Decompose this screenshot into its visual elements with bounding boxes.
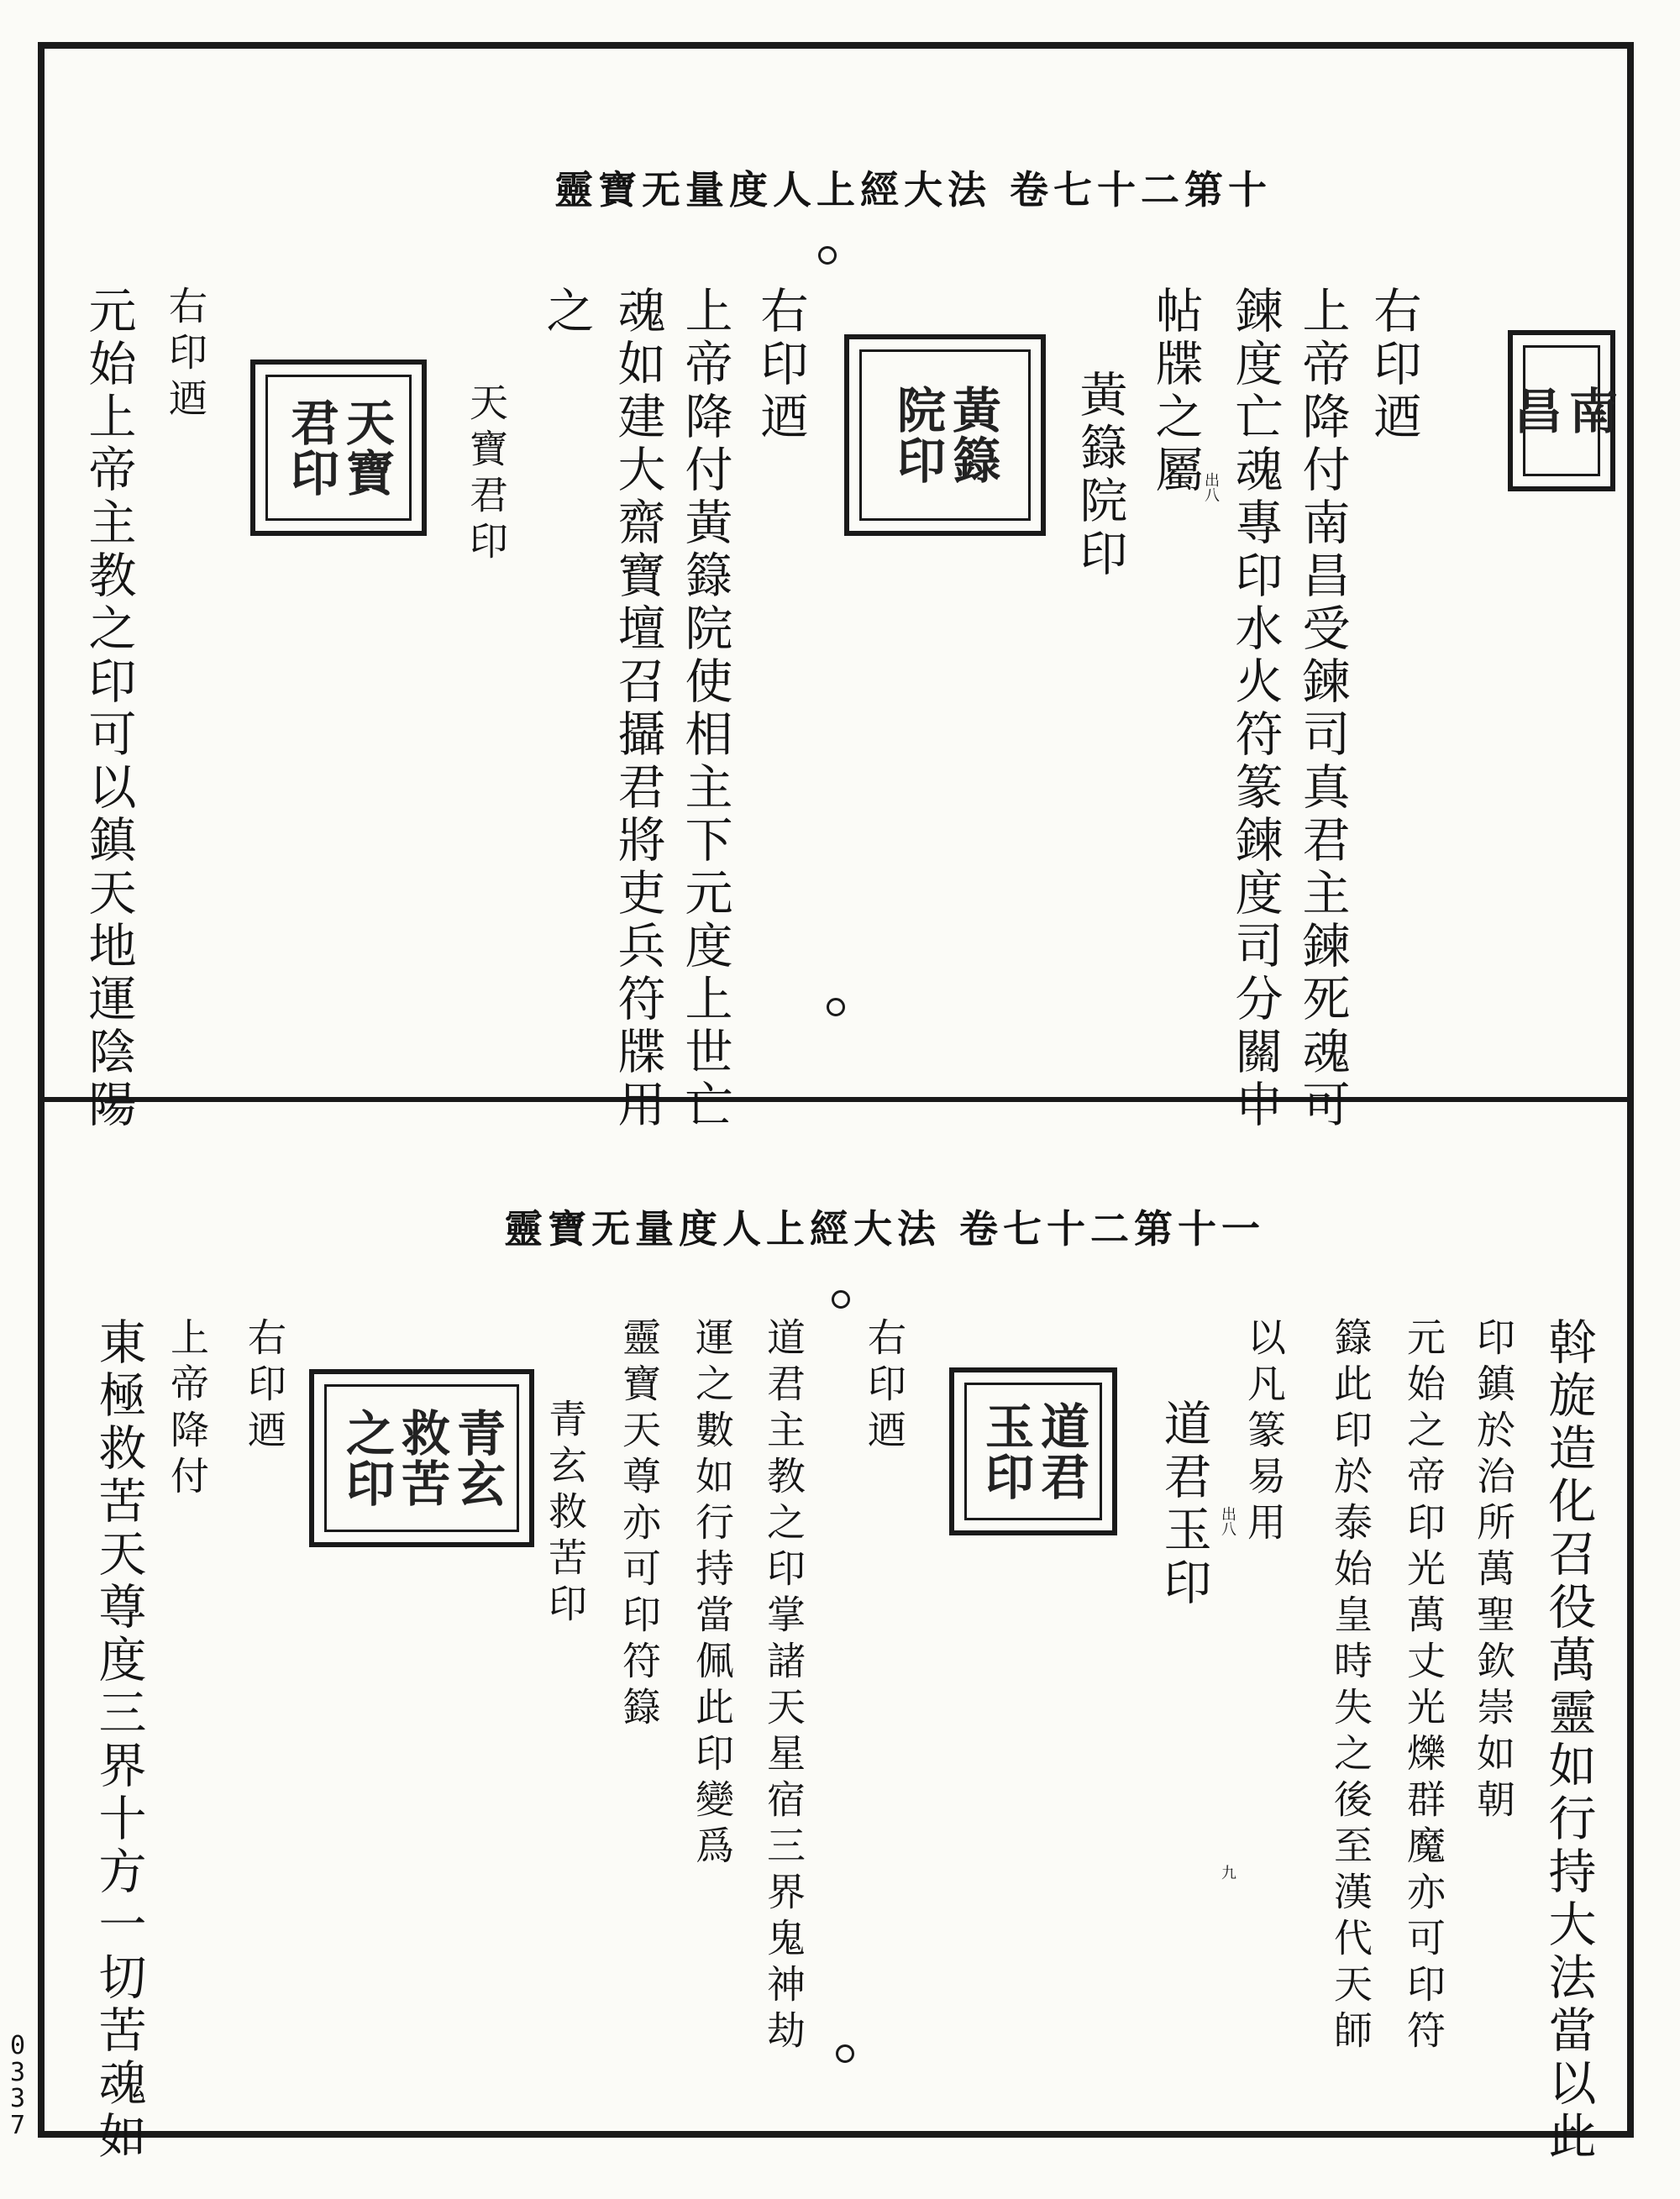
text-column: 黃籙院印	[1072, 370, 1127, 581]
text-column: 右印迺	[862, 1317, 907, 1456]
margin-note: 九	[1219, 1865, 1236, 1880]
text-column: 元始上帝主教之印可以鎮天地運陰陽	[81, 286, 136, 1132]
text-column: 運之數如行持當佩此印變爲	[690, 1317, 735, 1871]
text-column: 以凡篆易用	[1242, 1317, 1287, 1548]
text-column: 鍊度亡魂專印水火符篆鍊度司分關申	[1227, 286, 1283, 1132]
text-column: 印鎮於治所萬聖欽崇如朝	[1471, 1317, 1516, 1825]
text-column: 右印迺	[753, 286, 808, 444]
seal-image: 南 昌	[1508, 330, 1615, 491]
seal-image: 黃籙 院印	[844, 334, 1046, 536]
circle-mark	[827, 998, 845, 1016]
circle-mark	[832, 1290, 850, 1309]
text-column: 魂如建大齋寶壇召攝君將吏兵符牒用	[610, 286, 665, 1132]
text-column: 右印迺	[163, 286, 208, 424]
circle-mark	[836, 2044, 854, 2063]
text-column: 之	[538, 286, 594, 339]
text-column: 上帝降付	[165, 1317, 210, 1502]
seal-image: 青玄 救苦 之印	[309, 1369, 534, 1547]
text-column: 道君主教之印掌諸天星宿三界鬼神劫	[761, 1317, 806, 2056]
text-column: 斡旋造化召役萬靈如行持大法當以此	[1541, 1317, 1596, 2164]
text-column: 上帝降付南昌受鍊司真君主鍊死魂可	[1294, 286, 1350, 1132]
text-column: 天寶君印	[464, 382, 509, 567]
seal-image: 天寶 君印	[250, 360, 427, 536]
text-column: 籙此印於泰始皇時失之後至漢代天師	[1328, 1317, 1373, 2056]
text-column: 元始之帝印光萬丈光爍群魔亦可印符	[1401, 1317, 1446, 2056]
text-column: 右印迺	[1366, 286, 1421, 444]
circle-mark	[818, 246, 837, 265]
text-column: 帖牒之屬	[1147, 286, 1203, 497]
margin-note: 出八	[1219, 1506, 1236, 1536]
page-divider	[38, 1097, 1634, 1102]
text-column: 道君玉印	[1156, 1399, 1211, 1610]
text-column: 靈寶天尊亦可印符籙	[617, 1317, 662, 1733]
text-column: 東極救苦天尊度三界十方一切苦魂如	[91, 1317, 146, 2164]
top-header: 靈寶无量度人上經大法 卷七十二第十	[554, 167, 1273, 213]
page-number: 0 3 3 7	[9, 2031, 26, 2140]
text-column: 右印迺	[242, 1317, 287, 1456]
seal-image: 道君 玉印	[949, 1367, 1117, 1535]
margin-note: 出八	[1202, 472, 1220, 502]
text-column: 青玄救苦印	[543, 1399, 588, 1630]
text-column: 上帝降付黃籙院使相主下元度上世亡	[677, 286, 732, 1132]
bottom-header: 靈寶无量度人上經大法 卷七十二第十一	[504, 1206, 1266, 1252]
